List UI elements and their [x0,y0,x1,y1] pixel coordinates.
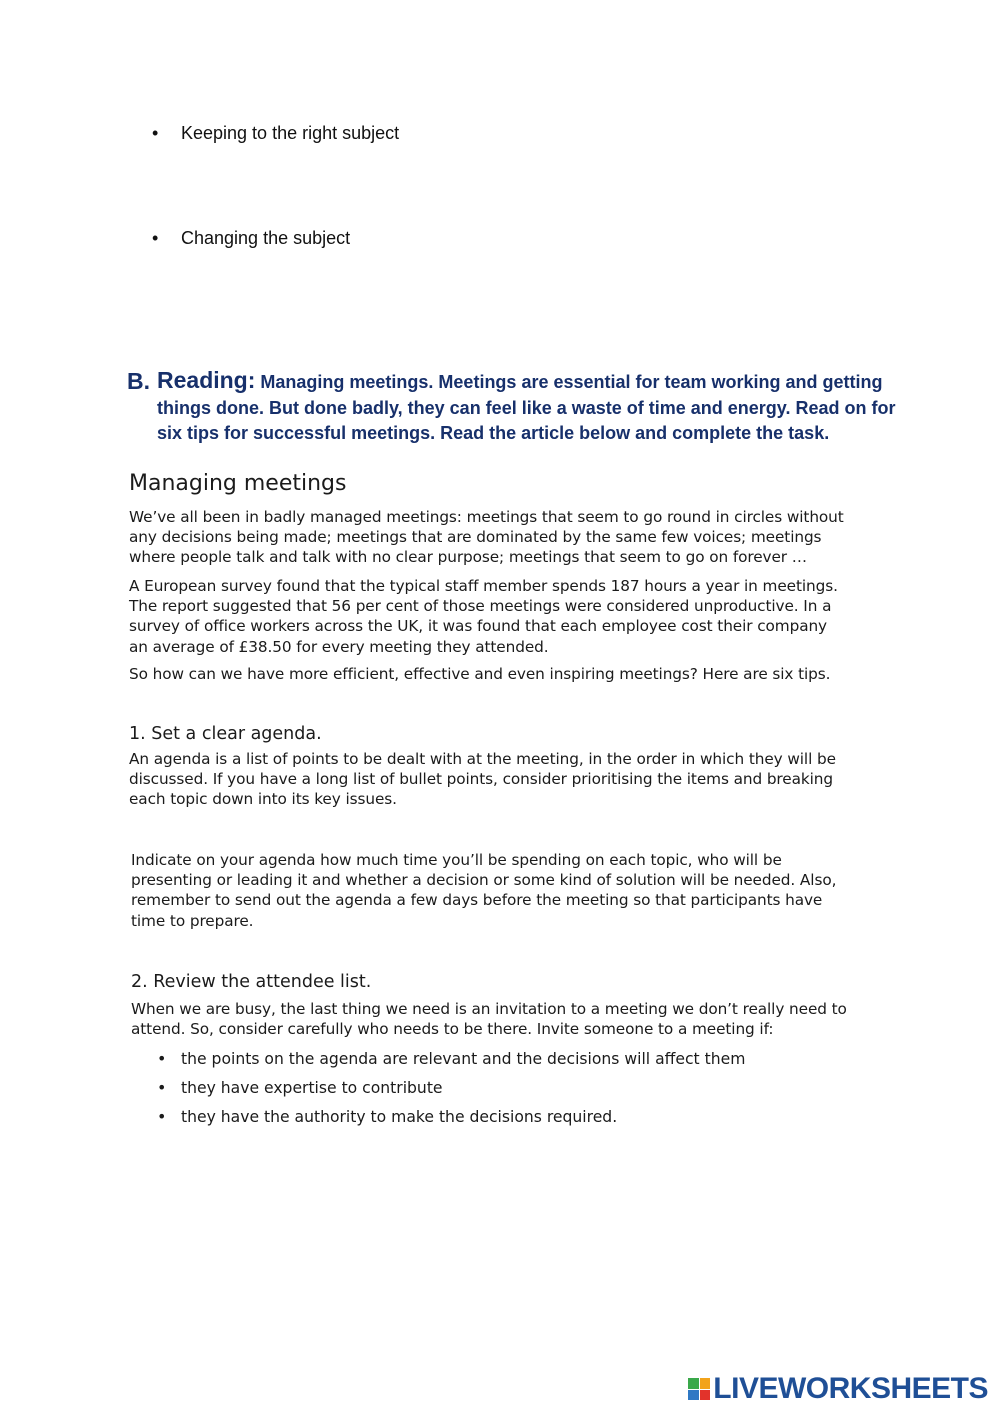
tip1-heading: 1. Set a clear agenda. [129,724,322,744]
top-bullet-item [152,123,400,144]
tip1-paragraph: An agenda is a list of points to be dealt with at the meeting, in the order in which they will be discussed. If you have a long list of bullet points, consider prioritising the items and breaking each topic down into its key issues. [129,750,836,809]
liveworksheets-logo[interactable] [688,1372,988,1406]
top-bullet-text: Keeping to the right subject [181,123,400,143]
tip2-paragraph: When we are busy, the last thing we need is an invitation to a meeting we don’t really need to attend. So, consider carefully who needs to be there. Invite someone to a meeting if: [131,1000,847,1039]
section-instructions-text: Managing meetings. Meetings are essential for team working and getting things done. But done badly, they can feel like a waste of time and energy. Read on for six tips for successful meetings. Read the article below and complete the task. [157,372,896,443]
bullet-icon: • [157,1078,167,1097]
logo-text: LIVEWORKSHEETS [713,1372,988,1405]
bullet-icon: • [152,228,159,248]
top-bullet-item [152,228,351,249]
section-b-instructions [127,368,917,447]
intro-paragraph: We’ve all been in badly managed meetings: meetings that seem to go round in circles without any decisions being made; meetings that are dominated by the same few voices; meetings where people talk and talk with no clear purpose; meetings that seem to go on forever … [129,508,844,567]
article-title: Managing meetings [129,471,347,496]
list-item: • they have the authority to make the decisions required. [157,1107,618,1126]
intro-paragraph: A European survey found that the typical staff member spends 187 hours a year in meetings. The report suggested that 56 per cent of those meetings were considered unproductive. In a survey of office workers across the UK, it was found that each employee cost their company an average of £38.50 for every meeting they attended. [129,577,838,656]
liveworksheets-logo-icon [688,1378,710,1400]
bullet-icon: • [157,1049,167,1068]
bullet-icon: • [157,1107,167,1126]
tip1-paragraph: Indicate on your agenda how much time you’ll be spending on each topic, who will be presenting or leading it and whether a decision or some kind of solution will be needed. Also, remember to send out the agenda a few days before the meeting so that participants have time to prepare. [131,851,837,930]
intro-paragraph: So how can we have more efficient, effective and even inspiring meetings? Here are six tips. [129,665,831,683]
tip2-heading: 2. Review the attendee list. [131,972,372,992]
section-letter: B. [127,368,150,394]
list-item: • the points on the agenda are relevant and the decisions will affect them [157,1049,746,1068]
tip2-bullet-list [157,1049,746,1136]
section-lead: Reading: [157,367,256,393]
bullet-icon: • [152,123,159,143]
top-bullet-text: Changing the subject [181,228,351,248]
list-item: • they have expertise to contribute [157,1078,443,1097]
